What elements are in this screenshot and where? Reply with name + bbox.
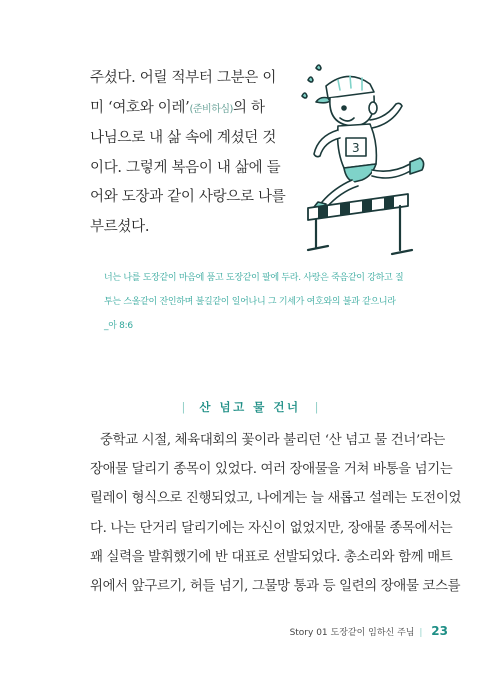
text-line (90, 94, 265, 125)
text-line: 나님으로 내 삶 속에 계셨던 것 (90, 130, 277, 147)
page-number: 23 (431, 624, 448, 638)
quote-line: 너는 나를 도장같이 마음에 품고 도장같이 팔에 두라. 사랑은 죽음같이 강하고 질 (104, 273, 404, 283)
divider: | (419, 628, 423, 638)
section-heading (0, 399, 500, 415)
text-line: 릴레이 형식으로 진행되었고, 나에게는 늘 새롭고 설레는 도전이었 (90, 491, 462, 507)
text-line: 장애물 달리기 종목이 있었다. 여러 장애물을 거쳐 바통을 넘기는 (90, 462, 453, 478)
text-line: 위에서 앞구르기, 허들 넘기, 그물망 통과 등 일련의 장애물 코스를 (90, 579, 461, 595)
quote-line: 투는 스올같이 잔인하며 불길같이 일어나니 그 기세가 여호와의 불과 같으니라 (104, 297, 396, 307)
page-footer (290, 624, 448, 638)
text-line: 다. 나는 단거리 달리기에는 자신이 없었지만, 장애물 종목에서는 (90, 520, 453, 536)
text-segment: 의 하 (232, 99, 265, 116)
top-paragraph (90, 64, 286, 243)
text-line: 부르셨다. (90, 218, 150, 235)
section-title-text: 산 넘고 물 건너 (199, 400, 301, 414)
text-line: 꽤 실력을 발휘했기에 반 대표로 선발되었다. 총소리와 함께 매트 (90, 549, 453, 565)
chapter-title: 도장같이 임하신 주님 (330, 628, 415, 638)
annotation-small: (준비하심) (189, 103, 233, 115)
text-segment: 미 ‘여호와 이레’ (90, 99, 190, 116)
quote-reference: _아 8:6 (104, 321, 133, 331)
divider: | (314, 400, 319, 414)
text-line: 어와 도장과 같이 사랑으로 나를 (90, 189, 286, 206)
text-line: 중학교 시절, 체육대회의 꽃이라 불리던 ‘산 넘고 물 건너’라는 (100, 433, 446, 448)
scripture-quote (104, 266, 444, 338)
text-line: 이다. 그렇게 복음이 내 삶에 들 (90, 159, 281, 176)
main-paragraph (90, 426, 462, 601)
story-label: Story 01 (289, 628, 328, 638)
bib-number: 3 (352, 141, 360, 155)
divider: | (181, 400, 186, 414)
text-line: 주셨다. 어릴 적부터 그분은 이 (90, 70, 277, 86)
hurdle-runner-icon (288, 58, 428, 258)
